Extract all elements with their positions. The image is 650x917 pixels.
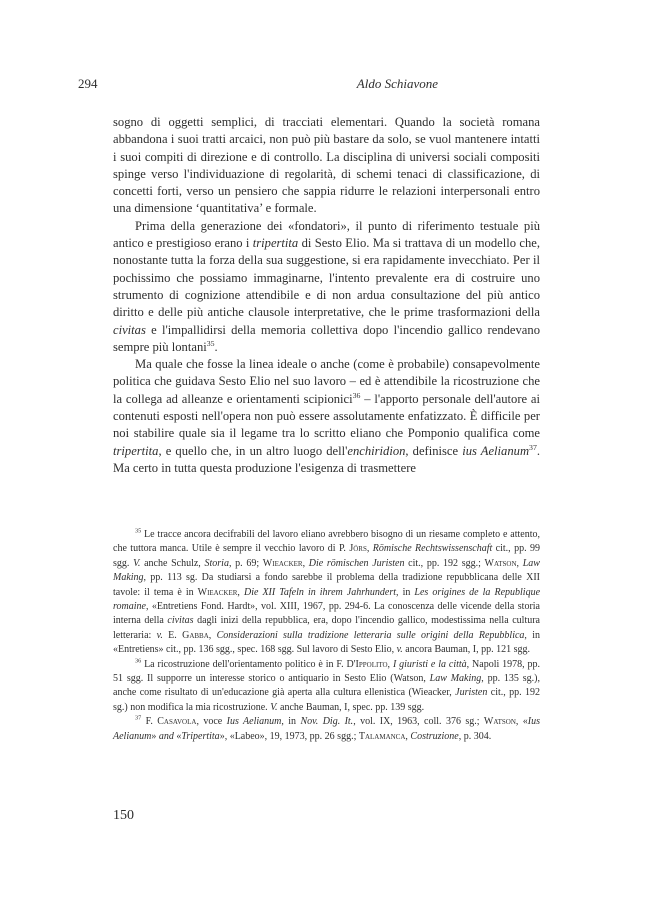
page-number: 294	[78, 76, 98, 91]
footnote-ref-36[interactable]: 36	[352, 390, 361, 400]
footnote-37: $^{37}$ F. Casavola, voce Ius Aelianum, in Nov. Dig. It., vol. IX, 1963, coll. 376 sg.; Watson, «Ius Aelianum» and «Tripertita», «Labeo», 19, 1973, pp. 26 sgg.; Talamanca, Costruzione, p. 304.	[113, 714, 541, 742]
running-head-author: Aldo Schiavone	[356, 76, 438, 91]
footer-page-number: 150	[113, 808, 134, 823]
running-head	[78, 76, 538, 92]
footnote-ref-35[interactable]: 35	[206, 338, 215, 348]
footnote-35: $^{35}$ Le tracce ancora decifrabili del lavoro eliano avrebbero bisogno di un riesame completo e attento, che tuttora manca. Utile è sempre il vecchio lavoro di P. Jörs, Römische Rechtswissenschaft cit., pp. 99 sgg. V. anche Schulz, Storia, p. 69; Wieacker, Die römischen Juristen cit., pp. 192 sgg.; Watson, Law Making, pp. 113 sg. Da studiarsi a fondo sarebbe il problema della tradizione repubblicana delle XII tavole: il tema è in Wieacker, Die XII Tafeln in ihrem Jahrhundert, in Les origines de la Republique romaine, «Entretiens Fond. Hardt», vol. XIII, 1967, pp. 294-6. La conoscenza delle vicende della storia interna della civitas dagli inizi della repubblica, era, dopo l'incendio gallico, modestissima nella cultura letteraria: v. E. Gabba, Considerazioni sulla tradizione letteraria sulle origini della Repubblica, in «Entretiens» cit., pp. 136 sgg., spec. 168 sgg. Sul lavoro di Sesto Elio, v. ancora Bauman, I, pp. 121 sgg.	[113, 527, 541, 656]
footnote-marker: 37	[135, 714, 142, 722]
footnote-36: $^{36}$ La ricostruzione dell'orientamento politico è in F. D'Ippolito, I giuristi e la città, Napoli 1978, pp. 51 sgg. Il supporre un interesse storico o antiquario in Sesto Elio (Watson, Law Making, pp. 135 sg.), anche come risultato di un'educazione già aperta alla cultura ellenistica (Wieacker, Juristen cit., pp. 192 sg.) non modifica la mia ricostruzione. V. anche Bauman, I, spec. pp. 139 sgg.	[113, 657, 541, 713]
footnote-ref-37[interactable]: 37	[529, 442, 537, 452]
paragraph-2: Prima della generazione dei «fondatori», il punto di riferimento testuale più antico e prestigioso erano i tripertita di Sesto Elio. Ma si trattava di un modello che, nonostante tutta la forza della sua suggestione, si era rapidamente invecchiato. Per il pochissimo che possiamo immaginarne, l'intento prevalente era di costruire uno strumento di cognizione attendibile e di non ardua consultazione del più antico diritto e delle più antiche clausole interpretative, che le prime trasformazioni della civitas e l'impallidirsi della memoria collettiva dopo l'incendio gallico rendevano sempre più lontani$^{35}$.	[113, 218, 540, 354]
main-text	[113, 114, 540, 477]
paragraph-1: sogno di oggetti semplici, di tracciati elementari. Quando la società romana abbandona i suoi tratti arcaici, non può più bastare da solo, se vuol mantenere intatti i suoi compiti di direzione e di controllo. La disciplina di universi sociali compositi spinge verso l'individuazione di regolarità, di schemi tenaci di classificazione, di concetti forti, verso un pensiero che sappia ridurre le relazioni interpersonali entro una dimensione ‘quantitativa’ e formale.	[113, 115, 540, 216]
paragraph-3: Ma quale che fosse la linea ideale o anche (come è probabile) consapevolmente politica che guidava Sesto Elio nel suo lavoro – ed è attendibile la ricostruzione che la collega ad alleanze e orientamenti scipionici$^{36}$ – l'apporto personale dell'autore ai contenuti esposti nell'opera non può essere assolutamente enfatizzato. È difficile per noi stabilire quale sia il legame tra lo scritto eliano che Pomponio qualifica come tripertita, e quello che, in un altro luogo dell'enchiridion, definisce ius Aelianum$^{37}$. Ma certo in tutta questa produzione l'esigenza di trasmettere	[113, 357, 541, 475]
footnotes	[113, 528, 540, 744]
footnote-marker: 36	[135, 657, 142, 665]
footnote-marker: 35	[135, 527, 142, 535]
